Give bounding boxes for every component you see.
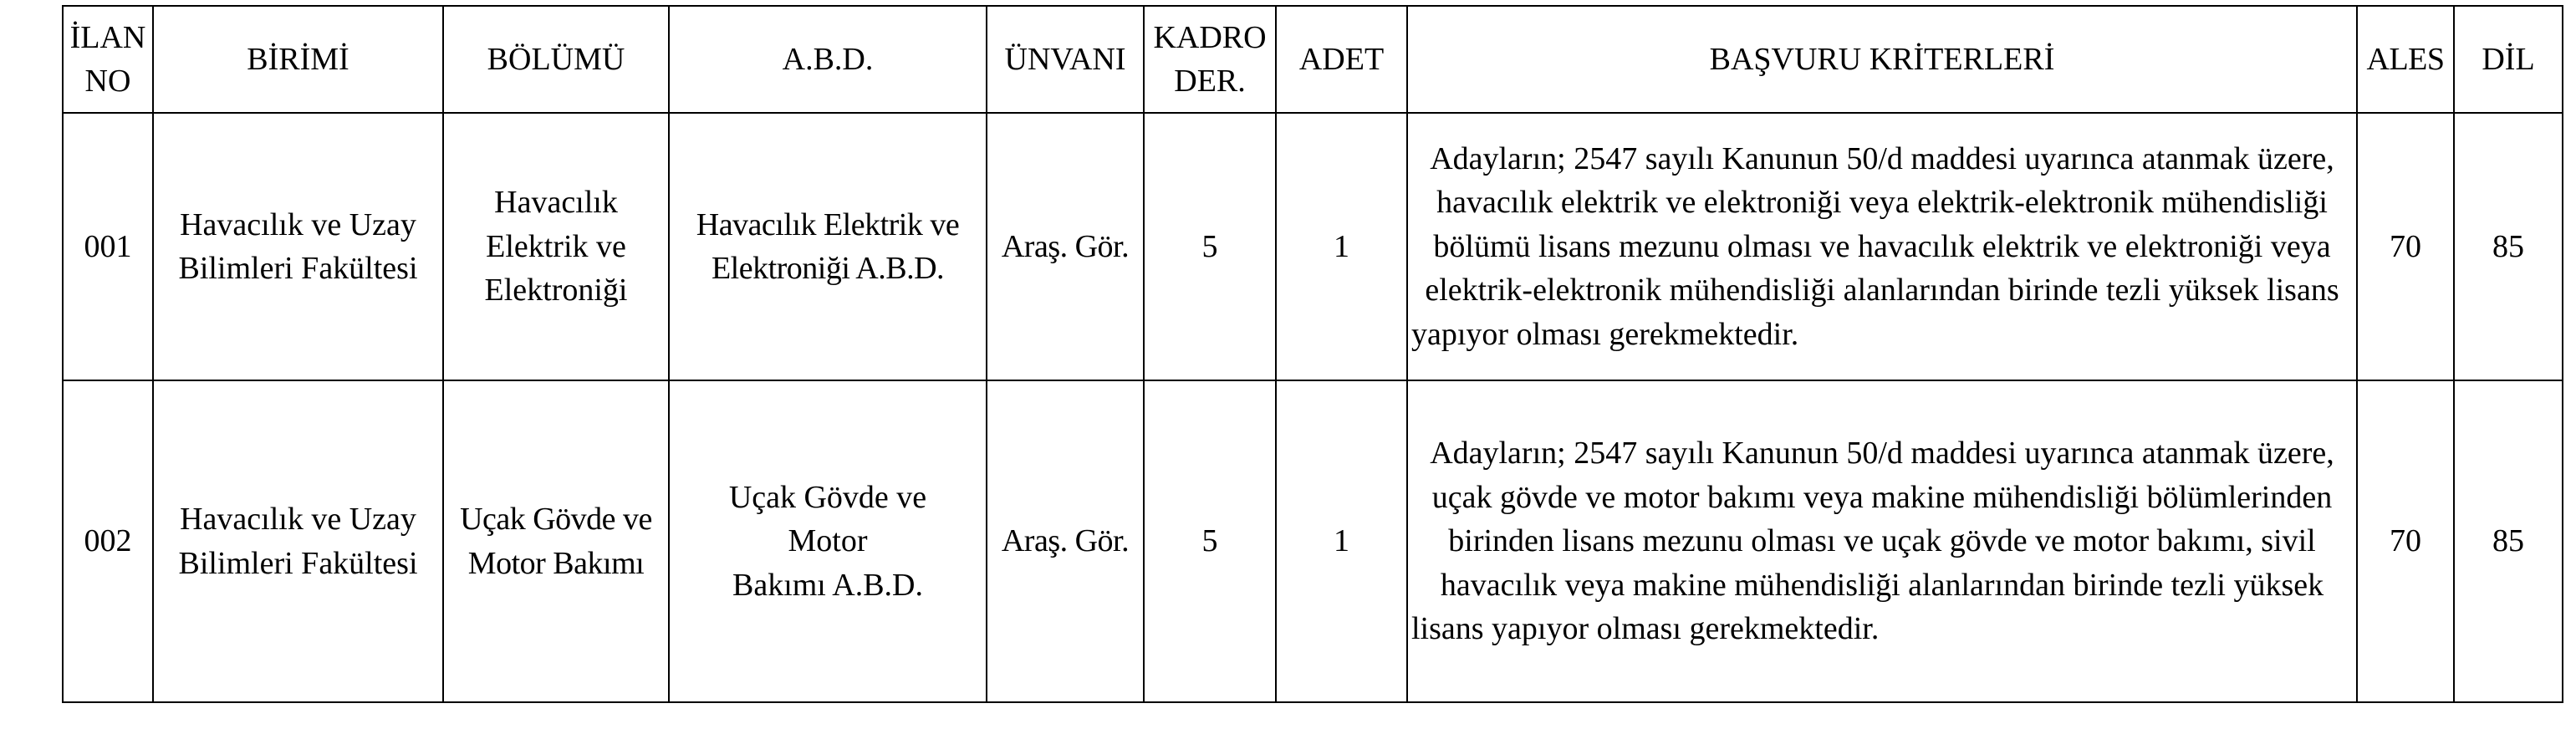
- cell-birimi: Havacılık ve Uzay Bilimleri Fakültesi: [153, 380, 443, 702]
- cell-kadro-der: 5: [1144, 380, 1276, 702]
- cell-abd: Uçak Gövde ve Motor Bakımı A.B.D.: [669, 380, 987, 702]
- header-birimi: BİRİMİ: [153, 6, 443, 113]
- header-abd: A.B.D.: [669, 6, 987, 113]
- header-kadro-der: KADRO DER.: [1144, 6, 1276, 113]
- cell-kadro-der: 5: [1144, 113, 1276, 380]
- table-row: [63, 380, 2563, 702]
- cell-basvuru-kriterleri: Adayların; 2547 sayılı Kanunun 50/d maddesi uyarınca atanmak üzere, uçak gövde ve motor bakımı veya makine mühendisliği bölümlerinden birinden lisans mezunu olması ve uçak gövde ve motor bakımı, sivil havacılık veya makine mühendisliği alanlarından birinde tezli yüksek lisans yapıyor olması gerekmektedir.: [1407, 380, 2357, 702]
- cell-basvuru-kriterleri: Adayların; 2547 sayılı Kanunun 50/d maddesi uyarınca atanmak üzere, havacılık elektrik ve elektroniği veya elektrik-elektronik mühendisliği bölümü lisans mezunu olması ve havacılık elektrik ve elektroniği veya elektrik-elektronik mühendisliği alanlarından birinde tezli yüksek lisans yapıyor olması gerekmektedir.: [1407, 113, 2357, 380]
- cell-ilan-no: 001: [63, 113, 153, 380]
- cell-dil: 85: [2454, 380, 2563, 702]
- cell-ales: 70: [2357, 380, 2454, 702]
- cell-ales: 70: [2357, 113, 2454, 380]
- cell-bolumu: Havacılık Elektrik ve Elektroniği: [443, 113, 669, 380]
- cell-unvani: Araş. Gör.: [987, 113, 1144, 380]
- header-bolumu: BÖLÜMÜ: [443, 6, 669, 113]
- cell-bolumu: Uçak Gövde ve Motor Bakımı: [443, 380, 669, 702]
- header-ilan-no: İLAN NO: [63, 6, 153, 113]
- table-header-row: [63, 6, 2563, 113]
- header-unvani: ÜNVANI: [987, 6, 1144, 113]
- cell-dil: 85: [2454, 113, 2563, 380]
- table-row: [63, 113, 2563, 380]
- cell-abd: Havacılık Elektrik ve Elektroniği A.B.D.: [669, 113, 987, 380]
- job-announcement-table: [62, 5, 2563, 703]
- cell-adet: 1: [1276, 380, 1407, 702]
- header-adet: ADET: [1276, 6, 1407, 113]
- cell-unvani: Araş. Gör.: [987, 380, 1144, 702]
- cell-adet: 1: [1276, 113, 1407, 380]
- header-basvuru-kriterleri: BAŞVURU KRİTERLERİ: [1407, 6, 2357, 113]
- cell-ilan-no: 002: [63, 380, 153, 702]
- header-ales: ALES: [2357, 6, 2454, 113]
- cell-birimi: Havacılık ve Uzay Bilimleri Fakültesi: [153, 113, 443, 380]
- header-dil: DİL: [2454, 6, 2563, 113]
